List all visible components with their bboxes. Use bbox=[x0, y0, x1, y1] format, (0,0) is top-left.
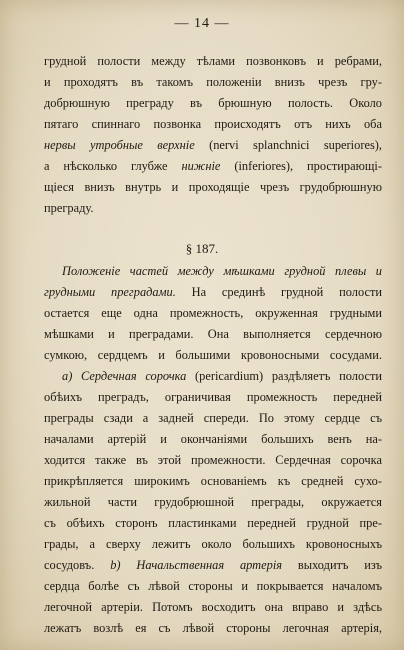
text-line bbox=[44, 75, 382, 89]
italic-term: грудными преградами. bbox=[44, 285, 176, 299]
text-run: прикрѣпляется широкимъ основаніемъ къ средней сухо- bbox=[44, 474, 382, 488]
text-run: грады, а сверху лежитъ около большихъ кровоносныхъ bbox=[44, 537, 382, 551]
text-line bbox=[44, 327, 382, 341]
text-line bbox=[44, 621, 382, 635]
text-run: добрюшную преграду въ брюшную полость. Около bbox=[44, 96, 382, 110]
text-run: щіеся внизъ внутрь и проходящіе чрезъ грудобрюшную bbox=[44, 180, 382, 194]
text-run: съ обѣихъ сторонъ пластинками передней грудной пре- bbox=[44, 516, 382, 530]
text-line bbox=[44, 558, 382, 572]
text-run: а нѣсколько глубже bbox=[44, 159, 182, 173]
italic-term: нижніе bbox=[181, 159, 221, 173]
text-line bbox=[44, 516, 382, 530]
text-line bbox=[62, 264, 382, 278]
italic-term: Положеніе частей между мѣшками грудной плевы и bbox=[62, 264, 382, 278]
text-line bbox=[44, 117, 382, 131]
text-line bbox=[44, 537, 382, 551]
text-line bbox=[44, 600, 382, 614]
text-run: легочной артеріи. Потомъ восходитъ она вправо и здѣсь bbox=[44, 600, 382, 614]
text-run: сумкою, сердцемъ и большими кровоносными сосудами. bbox=[44, 348, 382, 362]
text-run: преграду. bbox=[44, 201, 94, 215]
text-run: обѣихъ преградъ, ограничивая промежность передней bbox=[44, 390, 382, 404]
text-line bbox=[44, 306, 382, 320]
text-run: ходится также въ этой промежности. Сердечная сорочка bbox=[44, 453, 382, 467]
text-line bbox=[44, 285, 382, 299]
text-run: остается еще одна промежность, окруженная грудными bbox=[44, 306, 382, 320]
text-line bbox=[44, 390, 382, 404]
text-run: пятаго спиннаго позвонка происходятъ отъ нихъ оба bbox=[44, 117, 382, 131]
text-run: мѣшками и преградами. Она выполняется сердечною bbox=[44, 327, 382, 341]
text-line bbox=[44, 453, 382, 467]
text-run: преграды сзади а задней спереди. По этому сердце съ bbox=[44, 411, 382, 425]
text-line bbox=[44, 348, 382, 362]
text-line bbox=[44, 54, 382, 68]
text-line bbox=[44, 432, 382, 446]
text-run: сосудовъ. bbox=[44, 558, 111, 572]
text-line bbox=[44, 138, 382, 152]
text-line bbox=[44, 495, 382, 509]
text-run: грудной полости между тѣлами позвонковъ и ребрами, bbox=[44, 54, 382, 68]
page-number: — 14 — bbox=[174, 16, 230, 31]
text-line bbox=[44, 180, 382, 194]
text-run: выходитъ изъ bbox=[282, 558, 382, 572]
text-run: лежатъ возлѣ ея съ лѣвой стороны легочная артерія, bbox=[44, 621, 382, 635]
text-line bbox=[44, 411, 382, 425]
text-run: сердца болѣе съ лѣвой стороны и покрывается началомъ bbox=[44, 579, 382, 593]
section-heading bbox=[0, 242, 404, 256]
text-run: жильной части грудобрюшной преграды, окружается bbox=[44, 495, 382, 509]
text-line bbox=[62, 369, 382, 383]
text-line bbox=[44, 201, 382, 215]
text-run: На срединѣ грудной полости bbox=[175, 285, 382, 299]
text-run: (inferiores), простирающі- bbox=[220, 159, 382, 173]
text-line bbox=[44, 96, 382, 110]
text-line bbox=[44, 474, 382, 488]
italic-term: b) Начальственная артерія bbox=[110, 558, 283, 572]
text-line bbox=[44, 579, 382, 593]
text-run: (nervi splanchnici superiores), bbox=[194, 138, 382, 152]
text-line bbox=[44, 159, 382, 173]
text-run: и проходятъ въ такомъ положеніи внизъ чрезъ гру- bbox=[44, 75, 382, 89]
text-run: § 187. bbox=[185, 242, 219, 256]
italic-term: нервы утробные верхніе bbox=[44, 138, 195, 152]
text-run: началами артерій и окончаніями большихъ венъ на- bbox=[44, 432, 382, 446]
italic-term: a) Сердечная сорочка bbox=[62, 369, 187, 383]
text-run: (pericardium) раздѣляетъ полости bbox=[186, 369, 382, 383]
